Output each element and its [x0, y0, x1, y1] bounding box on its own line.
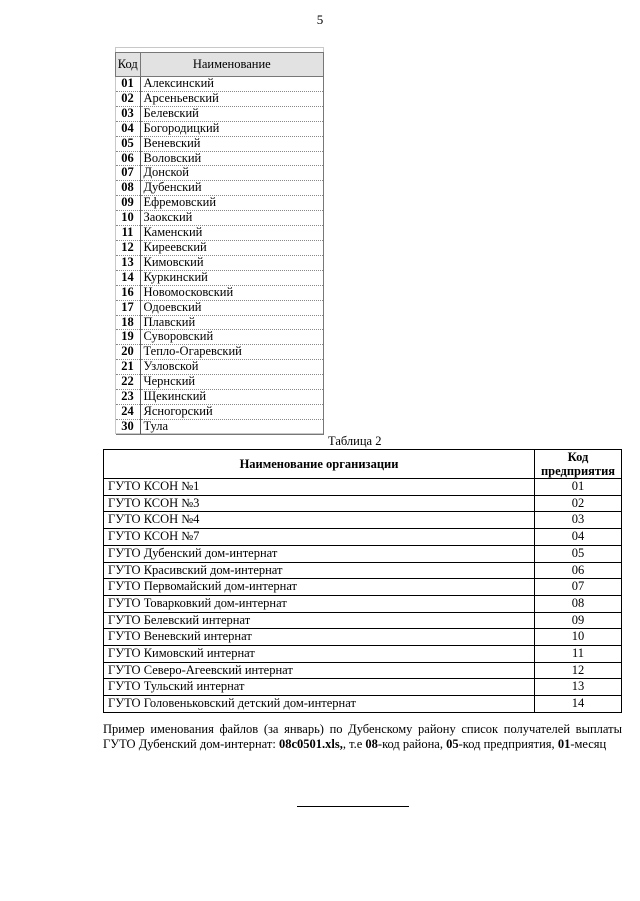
table2-row [104, 696, 622, 713]
table1-row [116, 91, 324, 106]
note-filename: 08с0501.xls, [278, 737, 343, 751]
district-code-cell: 24 [116, 404, 141, 419]
district-codes-table [115, 52, 324, 435]
enterprise-code-cell: 07 [535, 579, 622, 596]
district-code-cell: 16 [116, 285, 141, 300]
table1-header-row [116, 53, 324, 77]
district-name-cell: Кимовский [140, 255, 324, 270]
enterprise-code-cell: 01 [535, 479, 622, 496]
table1-row [116, 285, 324, 300]
enterprise-code-cell: 02 [535, 495, 622, 512]
table2-row [104, 679, 622, 696]
district-name-cell: Богородицкий [140, 121, 324, 136]
table1-row [116, 211, 324, 226]
district-code-cell: 12 [116, 240, 141, 255]
page-number: 5 [316, 12, 324, 27]
note-part2: , т.е [342, 737, 366, 751]
note-code-enterprise: 05 [446, 737, 459, 751]
organization-name-cell: ГУТО Первомайский дом-интернат [104, 579, 535, 596]
district-name-cell: Заокский [140, 211, 324, 226]
table1-row [116, 106, 324, 121]
table2-row [104, 612, 622, 629]
table2-header-name: Наименование организации [104, 450, 535, 479]
district-name-cell: Тепло-Огаревский [140, 345, 324, 360]
district-name-cell: Дубенский [140, 181, 324, 196]
table1-row [116, 390, 324, 405]
enterprise-code-cell: 05 [535, 545, 622, 562]
district-code-cell: 20 [116, 345, 141, 360]
district-name-cell: Ясногорский [140, 404, 324, 419]
district-name-cell: Узловской [140, 360, 324, 375]
district-name-cell: Белевский [140, 106, 324, 121]
enterprise-code-cell: 12 [535, 662, 622, 679]
enterprise-code-cell: 10 [535, 629, 622, 646]
district-code-cell: 14 [116, 270, 141, 285]
table2-header-row [104, 450, 622, 479]
note-part1: Пример именования файлов (за январь) по Дубенскому району список получателей выплаты ГУТО Дубенский дом-интернат: [103, 722, 622, 751]
district-name-cell: Веневский [140, 136, 324, 151]
table1-row [116, 136, 324, 151]
organization-name-cell: ГУТО Дубенский дом-интернат [104, 545, 535, 562]
district-code-cell: 08 [116, 181, 141, 196]
district-code-cell: 05 [116, 136, 141, 151]
table1-row [116, 181, 324, 196]
district-code-cell: 21 [116, 360, 141, 375]
district-name-cell: Тула [140, 419, 324, 434]
district-name-cell: Щекинский [140, 390, 324, 405]
table2-row [104, 629, 622, 646]
organization-name-cell: ГУТО Товарковкий дом-интернат [104, 595, 535, 612]
table1-body [116, 77, 324, 435]
organization-name-cell: ГУТО Веневский интернат [104, 629, 535, 646]
district-name-cell: Киреевский [140, 240, 324, 255]
table2-row [104, 479, 622, 496]
organization-name-cell: ГУТО Тульский интернат [104, 679, 535, 696]
organization-name-cell: ГУТО КСОН №7 [104, 529, 535, 546]
district-name-cell: Куркинский [140, 270, 324, 285]
table2-row [104, 662, 622, 679]
table2-row [104, 595, 622, 612]
table2-row [104, 545, 622, 562]
table2-header-code-line2: предприятия [540, 464, 616, 478]
district-name-cell: Чернский [140, 375, 324, 390]
table2-caption: Таблица 2 [328, 434, 382, 448]
table2-row [104, 646, 622, 663]
note-code-month: 01 [557, 737, 571, 751]
table1-row [116, 345, 324, 360]
district-name-cell: Суворовский [140, 330, 324, 345]
table1-row [116, 240, 324, 255]
district-name-cell: Одоевский [140, 300, 324, 315]
enterprise-code-cell: 11 [535, 646, 622, 663]
organization-codes-table [103, 449, 622, 713]
organization-name-cell: ГУТО Северо-Агеевский интернат [104, 662, 535, 679]
organization-name-cell: ГУТО КСОН №1 [104, 479, 535, 496]
district-code-cell: 04 [116, 121, 141, 136]
district-code-cell: 07 [116, 166, 141, 181]
district-code-cell: 17 [116, 300, 141, 315]
table1-row [116, 255, 324, 270]
enterprise-code-cell: 03 [535, 512, 622, 529]
district-code-cell: 02 [116, 91, 141, 106]
organization-name-cell: ГУТО Белевский интернат [104, 612, 535, 629]
table1-row [116, 300, 324, 315]
organization-name-cell: ГУТО Красивский дом-интернат [104, 562, 535, 579]
table2-row [104, 529, 622, 546]
table2-row [104, 579, 622, 596]
district-code-cell: 06 [116, 151, 141, 166]
district-code-cell: 23 [116, 390, 141, 405]
district-name-cell: Каменский [140, 226, 324, 241]
file-naming-note [103, 722, 622, 752]
table1-row [116, 330, 324, 345]
table1-row [116, 315, 324, 330]
district-name-cell: Новомосковский [140, 285, 324, 300]
table1-row [116, 360, 324, 375]
table1-row [116, 77, 324, 92]
table1-header-name: Наименование [140, 53, 324, 77]
district-code-cell: 03 [116, 106, 141, 121]
district-code-cell: 22 [116, 375, 141, 390]
table1-row [116, 419, 324, 434]
district-name-cell: Плавский [140, 315, 324, 330]
district-code-cell: 19 [116, 330, 141, 345]
organization-name-cell: ГУТО Головеньковский детский дом-интернат [104, 696, 535, 713]
signature-line [297, 806, 409, 807]
district-code-cell: 01 [116, 77, 141, 92]
table1-row [116, 151, 324, 166]
organization-name-cell: ГУТО КСОН №3 [104, 495, 535, 512]
organization-name-cell: ГУТО КСОН №4 [104, 512, 535, 529]
note-part5: -месяц [570, 737, 607, 751]
enterprise-code-cell: 06 [535, 562, 622, 579]
district-code-cell: 18 [116, 315, 141, 330]
enterprise-code-cell: 08 [535, 595, 622, 612]
table2-row [104, 562, 622, 579]
district-name-cell: Арсеньевский [140, 91, 324, 106]
table1-row [116, 226, 324, 241]
table1-row [116, 375, 324, 390]
table1-header-code: Код [116, 53, 141, 77]
table1-row [116, 404, 324, 419]
note-part3: -код района, [377, 737, 447, 751]
enterprise-code-cell: 09 [535, 612, 622, 629]
table1-row [116, 166, 324, 181]
table1-row [116, 121, 324, 136]
table2-row [104, 512, 622, 529]
enterprise-code-cell: 13 [535, 679, 622, 696]
district-name-cell: Алексинский [140, 77, 324, 92]
district-name-cell: Воловский [140, 151, 324, 166]
table2-row [104, 495, 622, 512]
enterprise-code-cell: 14 [535, 696, 622, 713]
table2-header-code-line1: Код [567, 450, 589, 464]
district-code-cell: 11 [116, 226, 141, 241]
note-part4: -код предприятия, [458, 737, 558, 751]
district-name-cell: Донской [140, 166, 324, 181]
table2-header-code [535, 450, 622, 479]
district-name-cell: Ефремовский [140, 196, 324, 211]
district-code-cell: 10 [116, 211, 141, 226]
district-code-cell: 30 [116, 419, 141, 434]
table1-row [116, 196, 324, 211]
table1-row [116, 270, 324, 285]
organization-name-cell: ГУТО Кимовский интернат [104, 646, 535, 663]
enterprise-code-cell: 04 [535, 529, 622, 546]
table2-body [104, 479, 622, 713]
district-code-cell: 13 [116, 255, 141, 270]
note-code-region: 08 [365, 737, 378, 751]
district-code-cell: 09 [116, 196, 141, 211]
